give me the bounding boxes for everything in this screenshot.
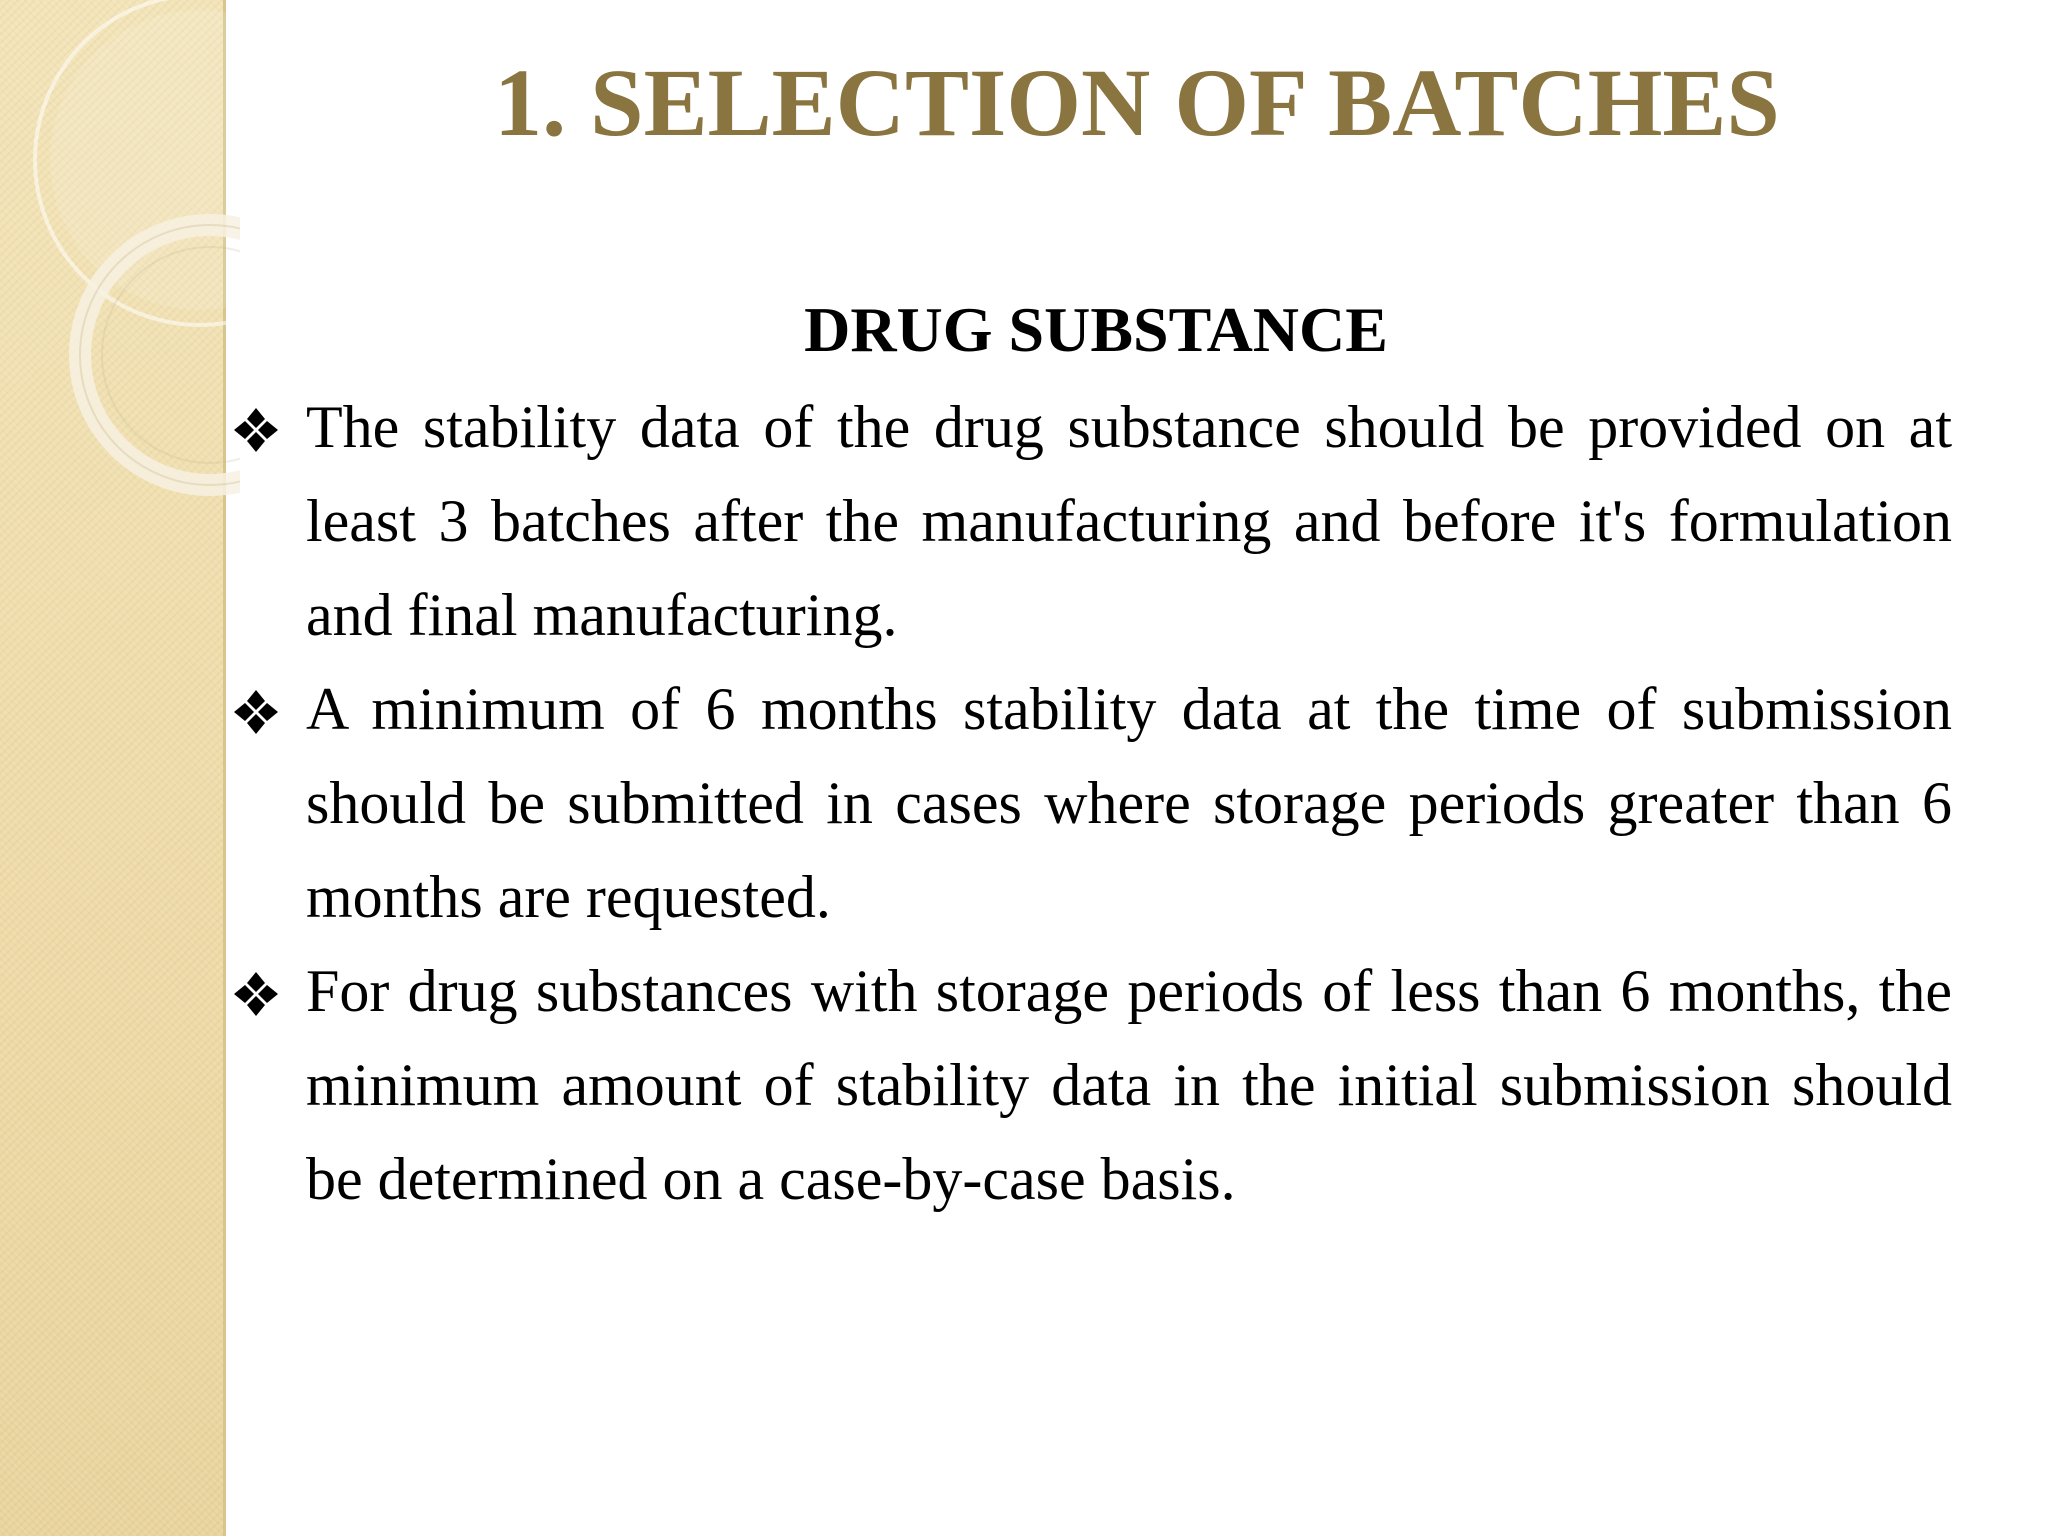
bullet-text: A minimum of 6 months stability data at the time of submission should be submitted in cases where storage periods greater than 6 months are requested. bbox=[306, 676, 1952, 930]
bullet-text: For drug substances with storage periods of less than 6 months, the minimum amount of stability data in the initial submission should be determined on a case-by-case basis. bbox=[306, 958, 1952, 1212]
bullet-item bbox=[232, 662, 1952, 944]
slide-title: 1. SELECTION OF BATCHES bbox=[494, 49, 1780, 156]
decorative-rings-graphic bbox=[0, 0, 240, 520]
bullet-item bbox=[232, 944, 1952, 1226]
four-diamond-icon bbox=[232, 406, 280, 454]
four-diamond-icon bbox=[232, 970, 280, 1018]
bullet-item bbox=[232, 380, 1952, 662]
bullet-text: The stability data of the drug substance should be provided on at least 3 batches after the manufacturing and before it's formulation and final manufacturing. bbox=[306, 394, 1952, 648]
four-diamond-icon bbox=[232, 688, 280, 736]
bullet-list bbox=[232, 380, 1952, 1226]
section-subtitle: DRUG SUBSTANCE bbox=[804, 294, 1388, 365]
